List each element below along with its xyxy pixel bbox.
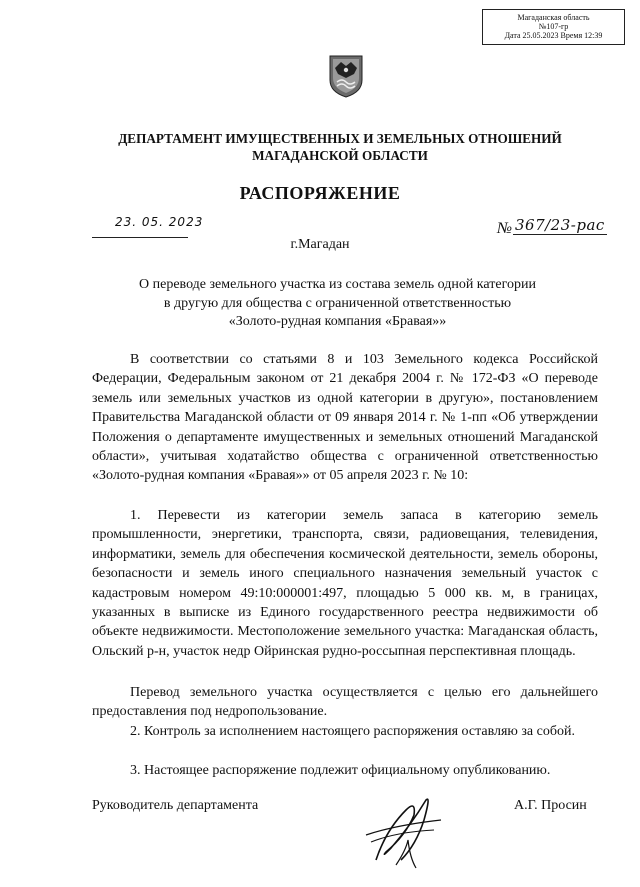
preamble-paragraph — [92, 350, 598, 486]
item-1-paragraph — [92, 506, 598, 661]
document-type-title: РАСПОРЯЖЕНИЕ — [239, 183, 401, 203]
document-date: 23. 05. 2023 — [115, 215, 204, 229]
department-name-line1: ДЕПАРТАМЕНТ ИМУЩЕСТВЕННЫХ И ЗЕМЕЛЬНЫХ ОТНОШЕНИЙ — [118, 131, 562, 146]
signatory-role: Руководитель департамента — [92, 798, 259, 813]
stamp-number: №107-гр — [538, 22, 569, 31]
item-2-text: 2. Контроль за исполнением настоящего распоряжения оставляю за собой. — [130, 724, 575, 739]
preamble-text: В соответствии со статьями 8 и 103 Земельного кодекса Российской Федерации, Федеральным законом от 21 декабря 2004 г. № 172-ФЗ «О переводе земель или земельных участков из одной категории в другую», постановлением Правительства Магаданской области от 09 января 2014 г. № 1-пп «Об утверждении Положения о департаменте имущественных и земельных отношений Магаданской области», учитывая ходатайство общества с ограниченной ответственностью «Золото-рудная компания «Бравая»» от 05 апреля 2023 г. № 10: — [92, 352, 598, 484]
handwritten-signature — [346, 790, 456, 870]
document-subject — [100, 276, 575, 332]
item-3-text: 3. Настоящее распоряжение подлежит официальному опубликованию. — [130, 763, 551, 778]
item-1-purpose-paragraph — [92, 683, 598, 722]
subject-line3: «Золото-рудная компания «Бравая»» — [228, 314, 447, 329]
department-name-line2: МАГАДАНСКОЙ ОБЛАСТИ — [252, 148, 428, 163]
subject-line1: О переводе земельного участка из состава земель одной категории — [139, 277, 536, 292]
stamp-region: Магаданская область — [517, 13, 590, 22]
item-3-paragraph — [92, 761, 598, 780]
item-1-text: 1. Перевести из категории земель запаса в категорию земель промышленности, энергетики, транспорта, связи, радиовещания, телевидения, информатики, земель для обеспечения космической деятельности, земель обороны, безопасности и земель иного специального назначения земельный участок с кадастровым номером 49:10:000001:497, площадью 5 000 кв. м, в границах, указанных в выписке из Единого государственного реестра недвижимости об объекте недвижимости. Местоположение земельного участка: Магаданская область, Ольский р-н, участок недр Ойринская рудно-россыпная перспективная площадь. — [92, 508, 598, 659]
city: г.Магадан — [290, 237, 350, 252]
subject-line2: в другую для общества с ограниченной ответственностью — [163, 295, 512, 311]
registration-stamp — [482, 9, 625, 45]
signatory-name: А.Г. Просин — [514, 798, 587, 813]
item-2-paragraph — [92, 722, 598, 741]
number-sign: № — [497, 220, 513, 237]
item-1-purpose-text: Перевод земельного участка осуществляется с целью его дальнейшего предоставления под недропользование. — [92, 685, 598, 720]
stamp-datetime: Дата 25.05.2023 Время 12:39 — [504, 31, 603, 40]
document-number: 367/23-рас — [515, 216, 605, 234]
coat-of-arms-icon — [328, 54, 364, 98]
